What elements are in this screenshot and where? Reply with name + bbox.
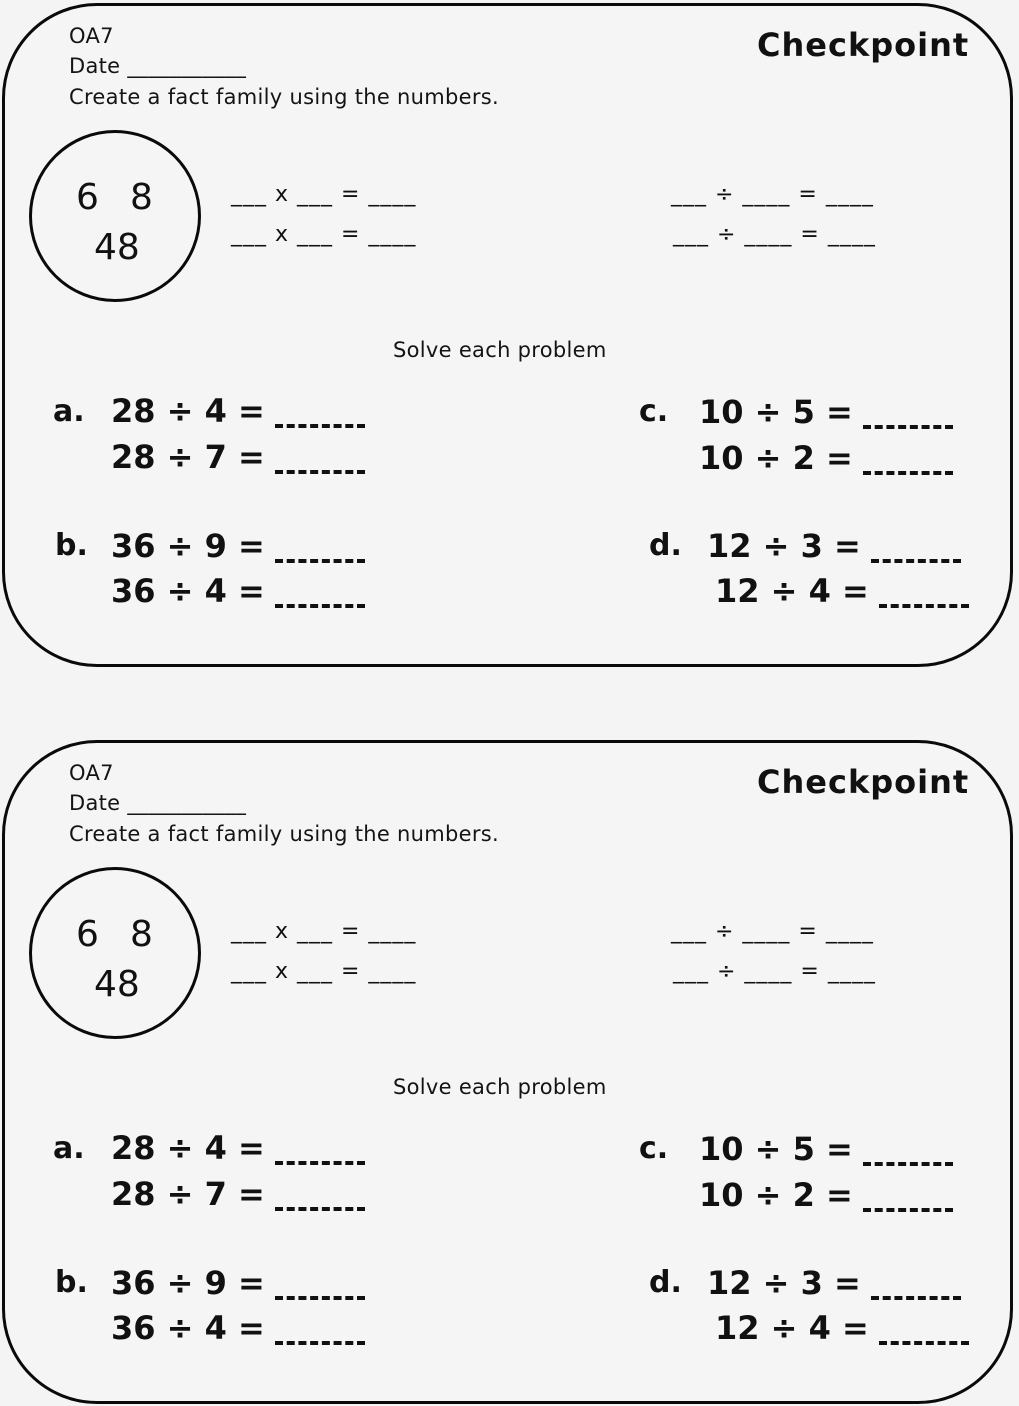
- problem-b-line-2[interactable]: 36 ÷ 4 =: [111, 1309, 365, 1347]
- problem-c-line-1[interactable]: 10 ÷ 5 =: [699, 393, 953, 431]
- checkpoint-card-bottom: [2, 740, 1013, 1404]
- problem-label-a: a.: [53, 394, 85, 429]
- answer-blank[interactable]: [879, 1341, 969, 1345]
- mult-fact-row-1[interactable]: ___ x ___ = ____: [231, 182, 417, 207]
- mult-fact-row-2[interactable]: ___ x ___ = ____: [231, 959, 417, 984]
- circle-number-2: 8: [130, 914, 153, 955]
- problem-label-d: d.: [649, 528, 682, 563]
- circle-number-2: 8: [130, 177, 153, 218]
- solve-instruction: Solve each problem: [393, 1075, 607, 1099]
- card-title: Checkpoint: [757, 26, 970, 64]
- answer-blank[interactable]: [275, 1341, 365, 1345]
- problem-a-line-1[interactable]: 28 ÷ 4 =: [111, 1129, 365, 1167]
- answer-blank[interactable]: [871, 1296, 961, 1300]
- number-circle: [29, 130, 201, 302]
- problem-b-line-2[interactable]: 36 ÷ 4 =: [111, 572, 365, 610]
- problem-label-b: b.: [55, 528, 88, 563]
- problem-d-line-2[interactable]: 12 ÷ 4 =: [715, 572, 969, 610]
- problem-d-line-1[interactable]: 12 ÷ 3 =: [707, 527, 961, 565]
- card-title: Checkpoint: [757, 763, 970, 801]
- div-fact-row-1[interactable]: ___ ÷ ____ = ____: [671, 919, 874, 944]
- problem-d-line-1[interactable]: 12 ÷ 3 =: [707, 1264, 961, 1302]
- answer-blank[interactable]: [275, 559, 365, 563]
- problem-a-line-2[interactable]: 28 ÷ 7 =: [111, 1175, 365, 1213]
- fact-family-instruction: Create a fact family using the numbers.: [69, 85, 500, 109]
- div-fact-row-2[interactable]: ___ ÷ ____ = ____: [673, 959, 876, 984]
- answer-blank[interactable]: [275, 1296, 365, 1300]
- problem-label-c: c.: [639, 1131, 669, 1166]
- answer-blank[interactable]: [863, 471, 953, 475]
- solve-instruction: Solve each problem: [393, 338, 607, 362]
- answer-blank[interactable]: [275, 604, 365, 608]
- answer-blank[interactable]: [275, 1161, 365, 1165]
- problem-c-line-2[interactable]: 10 ÷ 2 =: [699, 439, 953, 477]
- problem-label-b: b.: [55, 1265, 88, 1300]
- answer-blank[interactable]: [863, 1162, 953, 1166]
- mult-fact-row-1[interactable]: ___ x ___ = ____: [231, 919, 417, 944]
- div-fact-row-2[interactable]: ___ ÷ ____ = ____: [673, 222, 876, 247]
- number-circle: [29, 867, 201, 1039]
- problem-c-line-2[interactable]: 10 ÷ 2 =: [699, 1176, 953, 1214]
- answer-blank[interactable]: [275, 424, 365, 428]
- div-fact-row-1[interactable]: ___ ÷ ____ = ____: [671, 182, 874, 207]
- problem-a-line-1[interactable]: 28 ÷ 4 =: [111, 392, 365, 430]
- date-field[interactable]: Date ___________: [69, 791, 247, 815]
- mult-fact-row-2[interactable]: ___ x ___ = ____: [231, 222, 417, 247]
- fact-family-instruction: Create a fact family using the numbers.: [69, 822, 500, 846]
- problem-b-line-1[interactable]: 36 ÷ 9 =: [111, 1264, 365, 1302]
- problem-label-a: a.: [53, 1131, 85, 1166]
- date-field[interactable]: Date ___________: [69, 54, 247, 78]
- answer-blank[interactable]: [863, 1208, 953, 1212]
- checkpoint-card-top: [2, 3, 1013, 667]
- circle-number-product: 48: [94, 227, 140, 268]
- standard-code: OA7: [69, 24, 114, 48]
- answer-blank[interactable]: [879, 604, 969, 608]
- answer-blank[interactable]: [275, 470, 365, 474]
- problem-b-line-1[interactable]: 36 ÷ 9 =: [111, 527, 365, 565]
- problem-label-c: c.: [639, 394, 669, 429]
- problem-d-line-2[interactable]: 12 ÷ 4 =: [715, 1309, 969, 1347]
- circle-number-1: 6: [76, 914, 99, 955]
- answer-blank[interactable]: [275, 1207, 365, 1211]
- standard-code: OA7: [69, 761, 114, 785]
- problem-label-d: d.: [649, 1265, 682, 1300]
- circle-number-1: 6: [76, 177, 99, 218]
- answer-blank[interactable]: [863, 425, 953, 429]
- circle-number-product: 48: [94, 964, 140, 1005]
- answer-blank[interactable]: [871, 559, 961, 563]
- problem-c-line-1[interactable]: 10 ÷ 5 =: [699, 1130, 953, 1168]
- problem-a-line-2[interactable]: 28 ÷ 7 =: [111, 438, 365, 476]
